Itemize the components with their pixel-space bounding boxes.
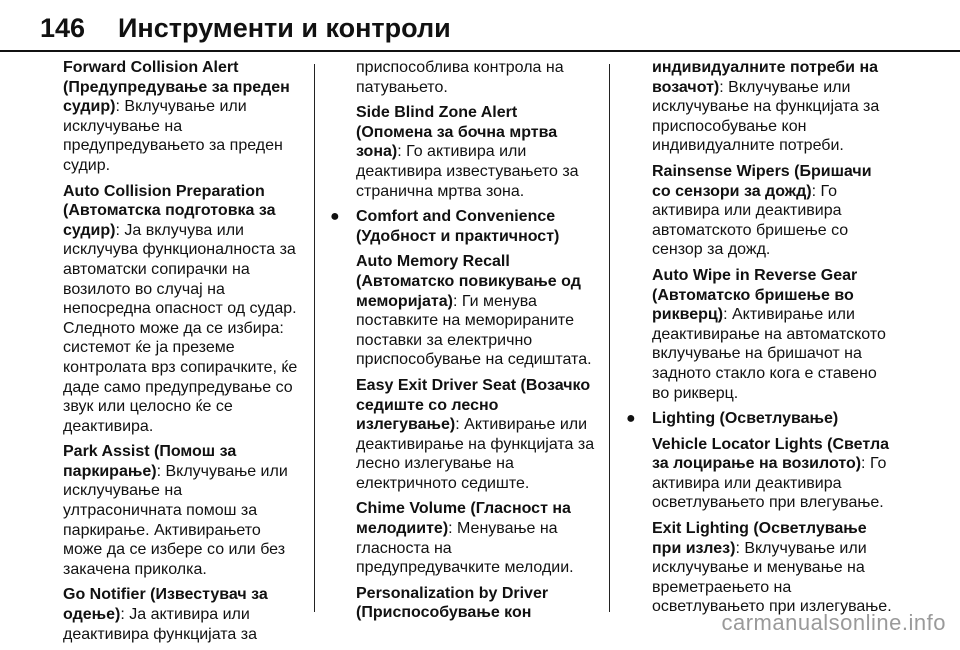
setting-description: : Ги менува поставките на меморираните поставки за електрично приспособување на седиштата. (356, 292, 592, 369)
text-column-1 (63, 58, 303, 650)
setting-title: Auto Wipe in Reverse Gear (Автоматско бришење во рикверц) (652, 266, 858, 324)
setting-title: Rainsense Wipers (Бришачи со сензори за дожд) (652, 162, 872, 200)
setting-entry (356, 584, 596, 623)
setting-entry (63, 442, 303, 579)
text-column-2 (330, 58, 596, 629)
section-heading-text: Comfort and Convenience (Удобност и практичност) (356, 208, 560, 245)
setting-entry (356, 252, 596, 370)
setting-title: Park Assist (Помош за паркирање) (63, 443, 237, 480)
setting-description: : Вклучување или исклучување на функцијата за приспособување кон индивидуалните потреби. (652, 78, 880, 155)
setting-title: индивидуалните потреби на возачот) (652, 59, 879, 96)
setting-description: : Вклучување или исклучување и менување на времетраењето на осветлувањето при излегување. (652, 539, 892, 616)
setting-description: : Вклучување или исклучување на ултрасоничната помош за паркирање. Активирањето може да се избере со или без закачена приколка. (63, 462, 288, 578)
bullet-icon: ● (330, 208, 340, 226)
setting-title: Auto Memory Recall (Автоматско повикување од меморијата) (356, 253, 581, 310)
page-header (0, 0, 960, 56)
setting-title: Exit Lighting (Осветлување при излез) (652, 520, 867, 557)
setting-entry (63, 182, 303, 437)
page-number: 146 (40, 13, 86, 43)
setting-title: Chime Volume (Гласност на мелодиите) (356, 500, 571, 538)
setting-entry (652, 519, 892, 617)
setting-title: Vehicle Locator Lights (Светла за лоцирање на возилото) (652, 435, 890, 473)
setting-entry-continued (356, 58, 596, 97)
setting-entry (63, 585, 303, 644)
column-divider (609, 64, 610, 612)
setting-description: : Го активира или деактивира осветлувањето при влегување. (652, 455, 887, 512)
setting-entry-continued (652, 58, 892, 156)
setting-title: Side Blind Zone Alert (Опомена за бочна мртва зона) (356, 104, 558, 161)
setting-description: : Вклучување или исклучување на предупредувањето за преден судир. (63, 98, 283, 174)
text-column-3 (626, 58, 892, 623)
setting-title: Forward Collision Alert (Предупредување за преден судир) (63, 59, 290, 116)
setting-title: Personalization by Driver (Приспособување кон (356, 584, 549, 622)
setting-entry (63, 58, 303, 176)
setting-description: приспособлива контрола на патувањето. (356, 59, 564, 96)
setting-entry (356, 103, 596, 201)
setting-description: : Го активира или деактивира известувањето за странична мртва зона. (356, 143, 579, 200)
setting-description: : Ја активира или деактивира функцијата за (63, 606, 258, 643)
setting-description: : Активирање или деактивирање на автоматското вклучување на бришачот на задното стакло кога е ставено во рикверц. (652, 306, 886, 402)
setting-title: Auto Collision Preparation (Автоматска подготовка за судир) (63, 182, 276, 239)
setting-title: Go Notifier (Известувач за одење) (63, 586, 268, 624)
section-heading (626, 409, 892, 429)
column-divider (314, 64, 315, 612)
section-heading (330, 207, 596, 246)
setting-entry (356, 376, 596, 494)
setting-entry (652, 162, 892, 260)
setting-description: : Активирање или деактивирање на функцијата за лесно излегување на електричното седиште. (356, 416, 595, 492)
setting-title: Easy Exit Driver Seat (Возачко седиште со лесно излегување) (356, 376, 591, 434)
setting-entry (356, 499, 596, 577)
watermark: carmanualsonline.info (721, 610, 946, 635)
bullet-icon: ● (626, 410, 636, 428)
setting-description: : Менување на гласноста на предупредувачките мелодии. (356, 520, 574, 577)
section-heading-text: Lighting (Осветлување) (652, 410, 839, 428)
setting-description: : Ја вклучува или исклучува функционалноста за автоматски сопирачки на возилото во случај на непосредна опасност од судар. Следното може да се избира: системот ќе ја преземе контролата врз сопирачките, ќе даде само предупредување со звук или целосно ќе се деактивира. (63, 221, 298, 435)
setting-entry (652, 435, 892, 513)
setting-description: : Го активира или деактивира автоматското бришење со сензор за дожд. (652, 182, 849, 259)
header-rule (0, 50, 960, 52)
page-title: Инструменти и контроли (118, 13, 451, 43)
setting-entry (652, 266, 892, 403)
